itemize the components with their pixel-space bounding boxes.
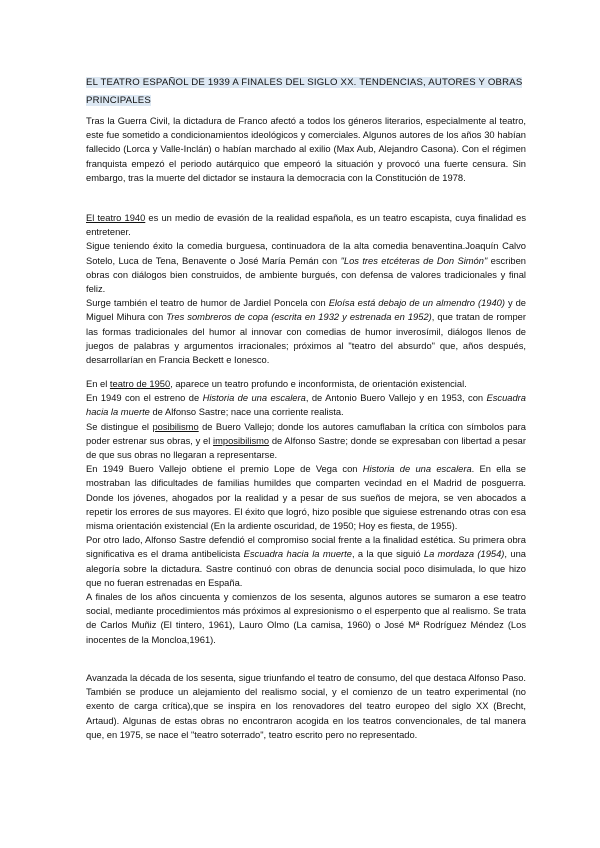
intro-paragraph: Tras la Guerra Civil, la dictadura de Franco afectó a todos los géneros literarios, especialmente al teatro, este fue sometido a condicionamientos ideológicos y comerciales. Algunos autores de los años 30 habían fallecido (Lorca y Valle-Inclán) o habían marchado al exilio (Max Aub, Alejandro Casona). Con el régimen franquista empezó el periodo autárquico que empeoró la situación y provocó una fuerte censura. Sin embargo, tras la muerte del dictador se instaura la democracia con la Constitución de 1978.: [86, 116, 526, 183]
section-1940: [86, 211, 526, 367]
paragraph-corriente-realista: En 1949 con el estreno de Historia de una escalera, de Antonio Buero Vallejo y en 1953, con Escuadra hacia la muerte de Alfonso Sastre; nace una corriente realista.: [86, 393, 526, 418]
paragraph-1940-intro: El teatro 1940 es un medio de evasión de la realidad española, es un teatro escapista, cuya finalidad es entretener.: [86, 213, 526, 238]
paragraph-alfonso-sastre: Por otro lado, Alfonso Sastre defendió el compromiso social frente a la finalidad estética. Su primera obra significativa es el drama antibelicista Escuadra hacia la muerte, a la que siguió La mordaza (1954), una alegoría sobre la dictadura. Sastre continuó con obras de denuncia social poco disimulada, lo que hizo que no fueran estrenadas en España.: [86, 535, 526, 588]
paragraph-teatro-social: A finales de los años cincuenta y comienzos de los sesenta, algunos autores se sumaron a ese teatro social, mediante procedimientos más próximos al expresionismo o el esperpento que al realismo. Se trata de Carlos Muñiz (El tintero, 1961), Lauro Olmo (La camisa, 1960) o José Mª Rodríguez Méndez (Los inocentes de la Moncloa,1961).: [86, 592, 526, 645]
link-posibilismo[interactable]: posibilismo: [152, 421, 199, 432]
paragraph-posibilismo: Se distingue el posibilismo de Buero Vallejo; donde los autores camuflaban la crítica con símbolos para poder estrenar sus obras, y el imposibilismo de Alfonso Sastre; donde se expresaban con libertad a pesar de que sus obras no llegaran a representarse.: [86, 421, 526, 461]
paragraph-1950-intro: En el teatro de 1950, aparece un teatro profundo e inconformista, de orientación existencial.: [86, 379, 467, 389]
link-teatro-1950[interactable]: teatro de 1950: [109, 379, 171, 389]
document-title: EL TEATRO ESPAÑOL DE 1939 A FINALES DEL SIGLO XX. TENDENCIAS, AUTORES Y OBRAS PRINCIPALES: [86, 77, 523, 106]
section-1960: Avanzada la década de los sesenta, sigue triunfando el teatro de consumo, del que destaca Alfonso Paso. También se produce un alejamiento del realismo social, y el comienzo de un teatro experimental (no exento de carga crítica),que se inspira en los renovadores del teatro europeo del siglo XX (Brecht, Artaud). Algunas de estas obras no encontraron acogida en los teatros convencionales, de tal manera que, en 1975, se nace el "teatro soterrado", teatro escrito pero no representado.: [86, 673, 526, 740]
section-1950: [86, 377, 526, 647]
link-imposibilismo[interactable]: imposibilismo: [213, 435, 270, 446]
paragraph-teatro-humor: Surge también el teatro de humor de Jardiel Poncela con Eloísa está debajo de un almendro (1940) y de Miguel Mihura con Tres sombreros de copa (escrita en 1932 y estrenada en 1952), que tratan de romper las formas tradicionales del humor al innovar con comedias de humor inverosímil, diálogos llenos de juegos de palabras y argumentos irracionales; próximos al "teatro del absurdo" que, años después, desarrollarían en Francia Beckett e Ionesco.: [86, 298, 526, 366]
link-teatro-1940[interactable]: El teatro 1940: [86, 213, 146, 223]
paragraph-comedia-burguesa: Sigue teniendo éxito la comedia burguesa, continuadora de la alta comedia benaventina.Joaquín Calvo Sotelo, Luca de Tena, Benavente o José María Pemán con "Los tres etcéteras de Don Simón" escriben obras con diálogos bien construidos, de ambiente burgués, con defensa de valores tradicionales y final feliz.: [86, 241, 526, 295]
paragraph-buero-vallejo: En 1949 Buero Vallejo obtiene el premio Lope de Vega con Historia de una escalera. En ella se mostraban las dificultades de familias humildes que comparten vecindad en el Madrid de posguerra. Donde los jóvenes, ahogados por la realidad y a pesar de sus sueños de mejora, se ven abocados a repetir los errores de sus mayores. El éxito que logró, hizo posible que siguiese estrenando otras con esa misma orientación existencial (En la ardiente oscuridad, de 1950; Hoy es fiesta, de 1955).: [86, 464, 526, 532]
